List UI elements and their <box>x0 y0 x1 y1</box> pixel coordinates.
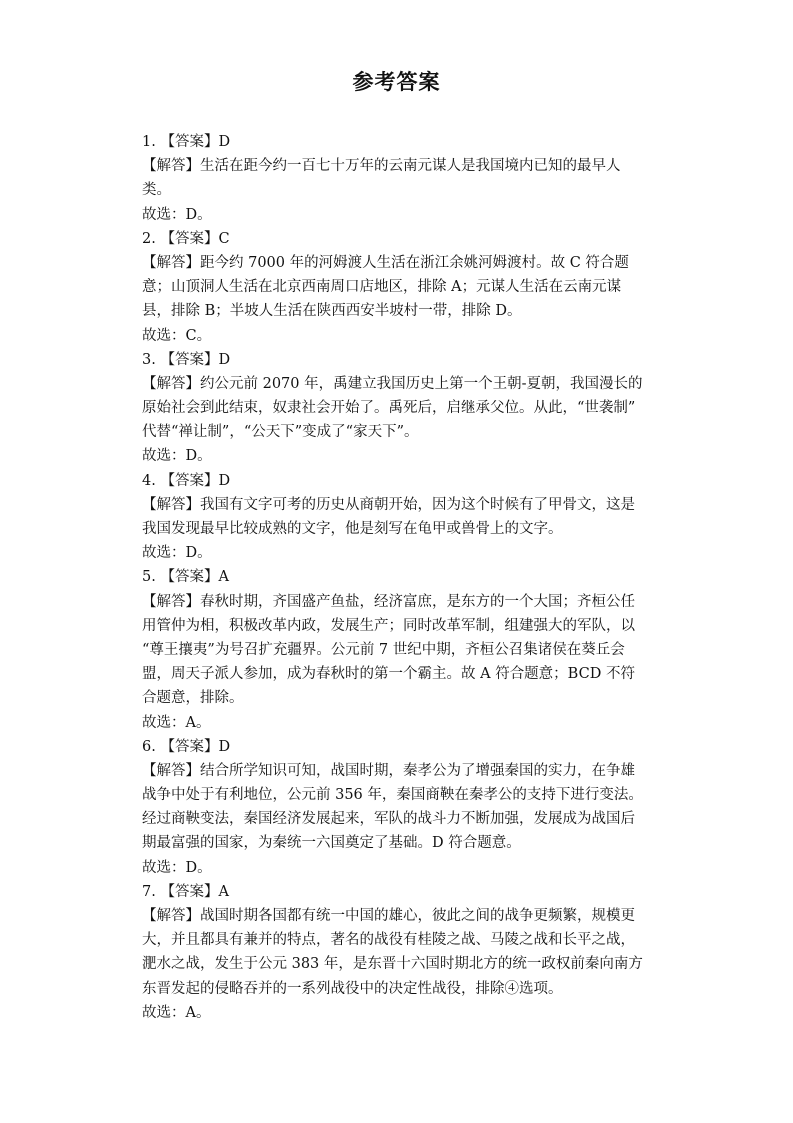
explanation-line: “尊王攘夷”为号召扩充疆界。公元前 7 世纪中期，齐桓公召集诸侯在葵丘会 <box>142 641 625 658</box>
answer-header: 4. 【答案】D <box>142 472 231 489</box>
explanation-line: 【解答】结合所学知识可知，战国时期，秦孝公为了增强秦国的实力，在争雄 <box>142 762 635 779</box>
answer-item <box>142 348 662 469</box>
explanation-line: 县，排除 B；半坡人生活在陕西西安半坡村一带，排除 D。 <box>142 303 522 320</box>
answer-header: 6. 【答案】D <box>142 738 231 755</box>
answer-header: 1. 【答案】D <box>142 134 231 150</box>
explanation-line: 【解答】约公元前 2070 年，禹建立我国历史上第一个王朝-夏朝，我国漫长的 <box>142 375 643 392</box>
explanation-line: 淝水之战，发生于公元 383 年，是东晋十六国时期北方的统一政权前秦向南方 <box>142 956 643 973</box>
explanation-line: 盟，周天子派人参加，成为春秋时的第一个霸主。故 A 符合题意；BCD 不符 <box>142 666 635 683</box>
answer-choice: 故选：A。 <box>142 714 211 731</box>
explanation-line: 经过商鞅变法，秦国经济发展起来，军队的战斗力不断加强，发展成为战国后 <box>142 811 635 828</box>
answer-item <box>142 469 662 566</box>
explanation-line: 我国发现最早比较成熟的文字，他是刻写在龟甲或兽骨上的文字。 <box>142 521 563 537</box>
answer-choice: 故选：D。 <box>142 448 212 465</box>
answer-header: 2. 【答案】C <box>142 230 230 247</box>
explanation-line: 大，并且都具有兼并的特点，著名的战役有桂陵之战、马陵之战和长平之战， <box>142 932 635 949</box>
explanation-line: 【解答】生活在距今约一百七十万年的云南元谋人是我国境内已知的最早人 <box>142 158 621 175</box>
answer-item <box>142 227 662 348</box>
answer-item <box>142 565 662 734</box>
explanation-line: 【解答】战国时期各国都有统一中国的雄心，彼此之间的战争更频繁，规模更 <box>142 908 635 924</box>
answer-header: 5. 【答案】A <box>142 569 229 586</box>
answer-header: 7. 【答案】A <box>142 883 229 900</box>
explanation-line: 合题意，排除。 <box>142 690 244 707</box>
answer-choice: 故选：D。 <box>142 859 212 876</box>
answer-header: 3. 【答案】D <box>142 351 231 368</box>
answer-item <box>142 880 662 1025</box>
answer-choice: 故选：D。 <box>142 206 212 223</box>
explanation-line: 【解答】距今约 7000 年的河姆渡人生活在浙江余姚河姆渡村。故 C 符合题 <box>142 254 629 271</box>
explanation-line: 代替“禅让制”，“公天下”变成了“家天下”。 <box>142 424 419 441</box>
explanation-line: 【解答】我国有文字可考的历史从商朝开始，因为这个时候有了甲骨文，这是 <box>142 496 635 513</box>
explanation-line: 期最富强的国家，为秦统一六国奠定了基础。D 符合题意。 <box>142 835 521 852</box>
answer-list <box>142 130 662 1025</box>
answer-choice: 故选：D。 <box>142 545 212 562</box>
explanation-line: 类。 <box>142 182 171 199</box>
answer-choice: 故选：A。 <box>142 1004 211 1021</box>
explanation-line: 【解答】春秋时期，齐国盛产鱼盐，经济富庶，是东方的一个大国；齐桓公任 <box>142 593 635 610</box>
answer-item <box>142 735 662 880</box>
answer-item <box>142 130 662 227</box>
explanation-line: 战争中处于有利地位，公元前 356 年，秦国商鞅在秦孝公的支持下进行变法。 <box>142 787 643 804</box>
page-title: 参考答案 <box>352 70 441 94</box>
explanation-line: 原始社会到此结束，奴隶社会开始了。禹死后，启继承父位。从此，“世袭制” <box>142 400 636 417</box>
explanation-line: 用管仲为相，积极改革内政，发展生产；同时改革军制，组建强大的军队，以 <box>142 617 635 634</box>
explanation-line: 东晋发起的侵略吞并的一系列战役中的决定性战役，排除④选项。 <box>142 980 563 997</box>
explanation-line: 意；山顶洞人生活在北京西南周口店地区，排除 A；元谋人生活在云南元谋 <box>142 279 622 296</box>
answer-choice: 故选：C。 <box>142 327 212 344</box>
